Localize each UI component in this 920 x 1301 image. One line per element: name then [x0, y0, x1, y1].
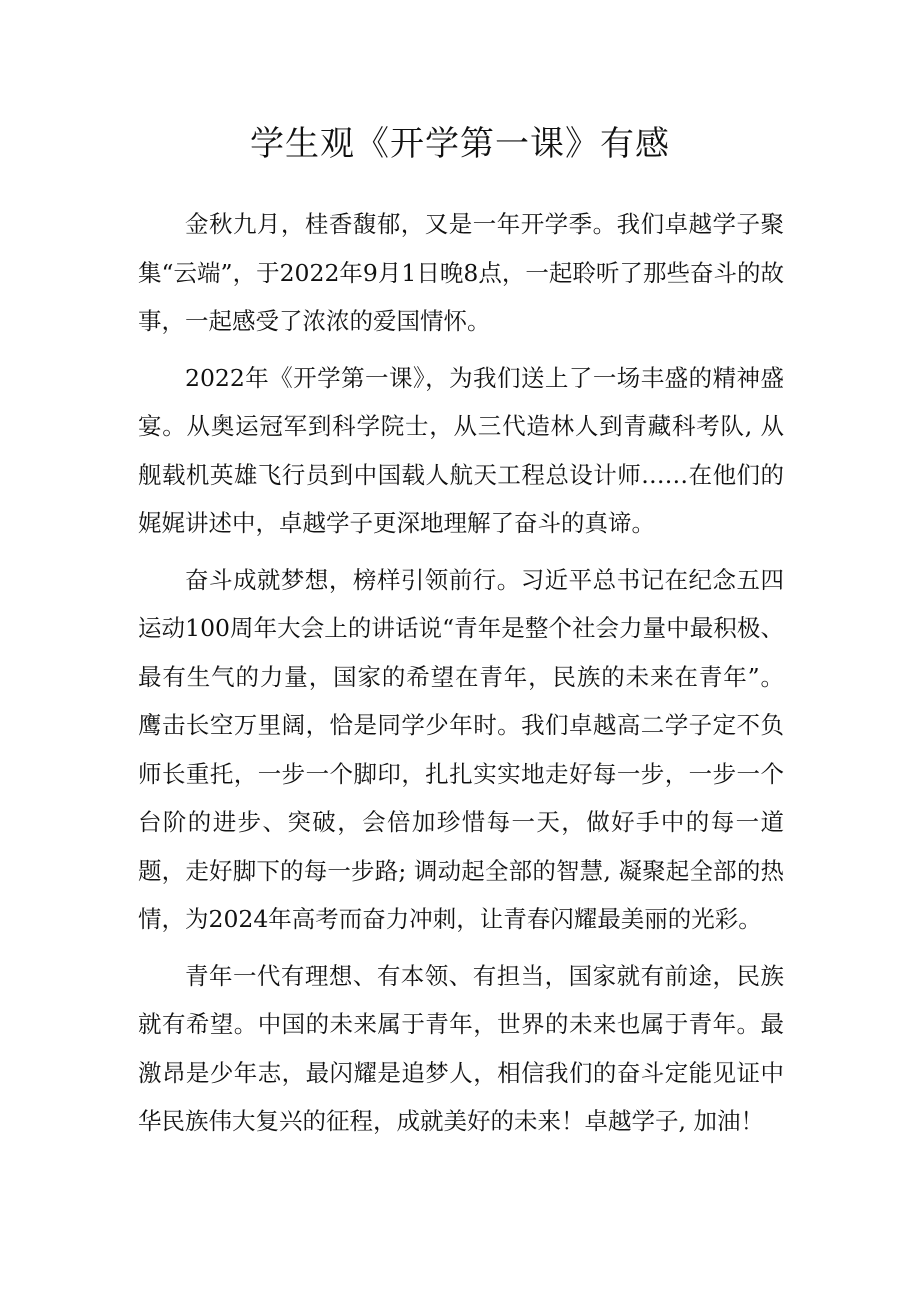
paragraph-1: 金秋九月，桂香馥郁，又是一年开学季。我们卓越学子聚集“云端”，于2022年9月1日晚8点，一起聆听了那些奋斗的故事，一起感受了浓浓的爱国情怀。 — [138, 210, 784, 335]
document-body — [138, 200, 784, 1154]
document-title: 学生观《开学第一课》有感 — [250, 124, 670, 164]
paragraph-3: 奋斗成就梦想，榜样引领前行。习近平总书记在纪念五四运动100周年大会上的讲话说“青年是整个社会力量中最积极、最有生气的力量，国家的希望在青年，民族的未来在青年”。鹰击长空万里阔，恰是同学少年时。我们卓越高二学子定不负师长重托，一步一个脚印，扎扎实实地走好每一步，一步一个台阶的进步、突破，会倍加珍惜每一天，做好手中的每一道题，走好脚下的每一步路; 调动起全部的智慧, 凝聚起全部的热情，为2024年高考而奋力冲刺，让青春闪耀最美丽的光彩。 — [138, 565, 784, 933]
paragraph-2: 2022年《开学第一课》，为我们送上了一场丰盛的精神盛宴。从奥运冠军到科学院士，从三代造林人到青藏科考队, 从舰载机英雄飞行员到中国载人航天工程总设计师……在他们的娓娓讲述中，卓越学子更深地理解了奋斗的真谛。 — [138, 363, 784, 537]
paragraph-4: 青年一代有理想、有本领、有担当，国家就有前途，民族就有希望。中国的未来属于青年，世界的未来也属于青年。最激昂是少年志，最闪耀是追梦人，相信我们的奋斗定能见证中华民族伟大复兴的征程，成就美好的未来！卓越学子, 加油！ — [138, 961, 784, 1135]
